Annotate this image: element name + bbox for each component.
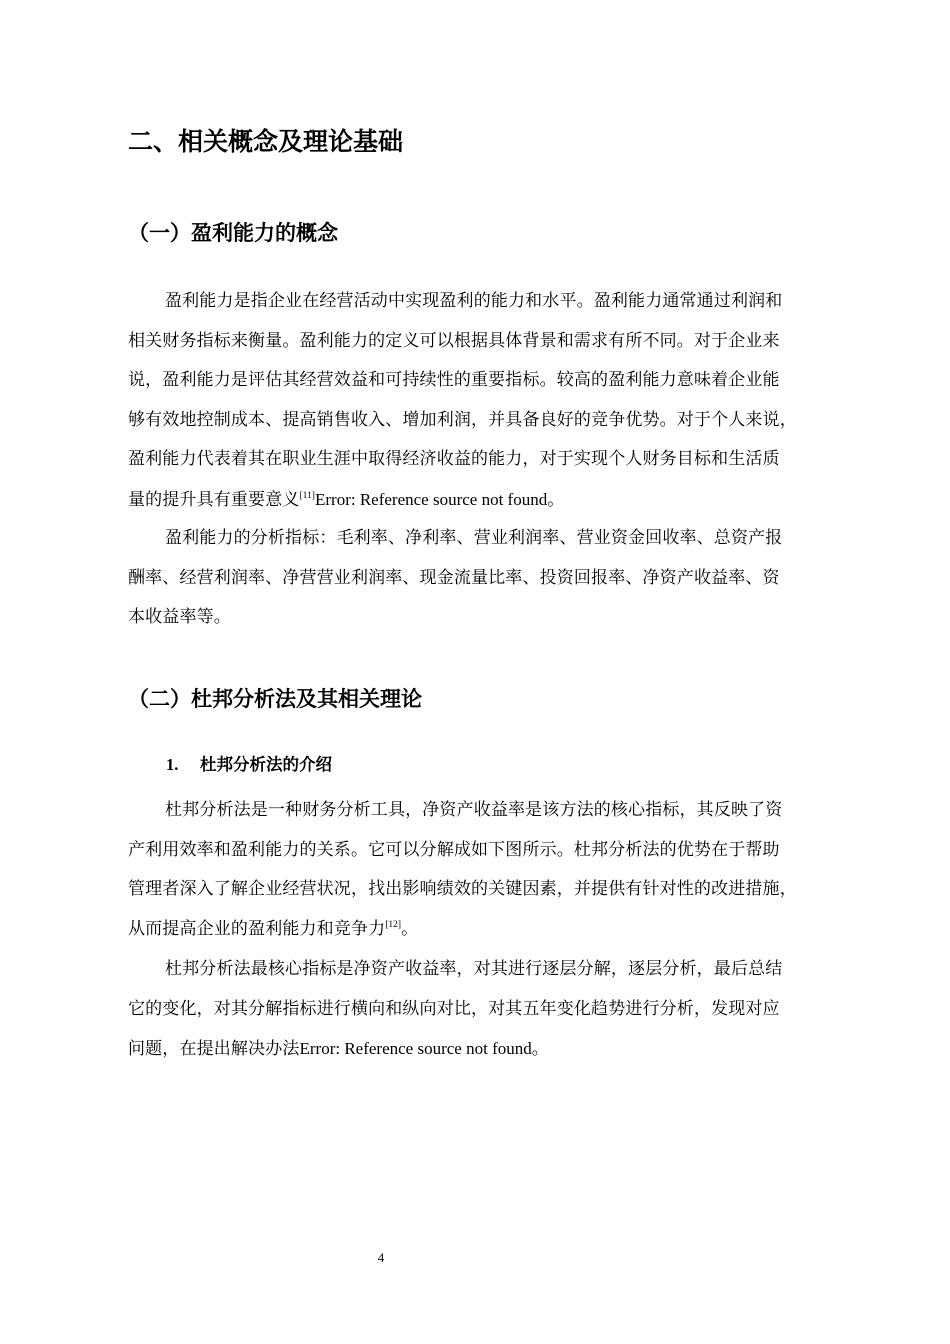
reference-error-text: Error: Reference source not found	[314, 489, 548, 509]
text-fragment: 量的提升具有重要意义	[128, 489, 300, 510]
citation-ref-11[interactable]: [11]	[299, 490, 315, 501]
paragraph-dupont-core-indicator	[128, 950, 868, 1070]
page-number: 4	[377, 1250, 385, 1265]
subsection-number: 1.	[166, 755, 179, 774]
reference-error-text: Error: Reference source not found	[299, 1039, 532, 1059]
text-line: 相关财务指标来衡量。盈利能力的定义可以根据具体背景和需求有所不同。对于企业来	[128, 330, 780, 351]
paragraph-dupont-introduction	[128, 791, 868, 949]
text-fragment: 问题，在提出解决办法	[128, 1039, 300, 1060]
text-fragment: 。	[531, 1039, 549, 1060]
text-fragment: 。	[547, 489, 565, 510]
text-line: 杜邦分析法是一种财务分析工具，净资产收益率是该方法的核心指标，其反映了资	[165, 800, 783, 820]
paragraph-profitability-indicators	[128, 519, 868, 638]
text-fragment: 从而提高企业的盈利能力和竞争力	[128, 918, 386, 939]
text-line: 管理者深入了解企业经营状况，找出影响绩效的关键因素，并提供有针对性的改进措施，	[128, 879, 797, 900]
text-line: 产利用效率和盈利能力的关系。它可以分解成如下图所示。杜邦分析法的优势在于帮助	[128, 839, 780, 860]
text-line-last	[128, 480, 868, 521]
citation-ref-12[interactable]: [12]	[385, 919, 402, 930]
section-heading-dupont: （二）杜邦分析法及其相关理论	[128, 687, 422, 711]
text-line: 盈利能力的分析指标：毛利率、净利率、营业利润率、营业资金回收率、总资产报	[165, 528, 783, 548]
text-line: 说，盈利能力是评估其经营效益和可持续性的重要指标。较高的盈利能力意味着企业能	[128, 370, 780, 391]
text-line: 酬率、经营利润率、净营营业利润率、现金流量比率、投资回报率、净资产收益率、资	[128, 567, 780, 588]
text-line-last	[128, 910, 868, 950]
text-line: 本收益率等。	[128, 607, 231, 628]
subsection-heading-dupont-intro	[166, 751, 332, 779]
paragraph-profitability-definition	[128, 282, 868, 521]
text-fragment: 。	[401, 918, 419, 939]
text-line: 杜邦分析法最核心指标是净资产收益率，对其进行逐层分解，逐层分析，最后总结	[165, 959, 783, 979]
text-line-last	[128, 1029, 868, 1070]
section-heading-profitability: （一）盈利能力的概念	[128, 221, 338, 245]
text-line: 它的变化，对其分解指标进行横向和纵向对比，对其五年变化趋势进行分析，发现对应	[128, 998, 780, 1019]
text-line: 够有效地控制成本、提高销售收入、增加利润，并具备良好的竞争优势。对于个人来说，	[128, 409, 797, 430]
subsection-title: 杜邦分析法的介绍	[200, 755, 332, 774]
text-line: 盈利能力是指企业在经营活动中实现盈利的能力和水平。盈利能力通常通过利润和	[165, 291, 783, 311]
chapter-heading: 二、相关概念及理论基础	[128, 127, 404, 156]
text-line: 盈利能力代表着其在职业生涯中取得经济收益的能力，对于实现个人财务目标和生活质	[128, 449, 780, 470]
